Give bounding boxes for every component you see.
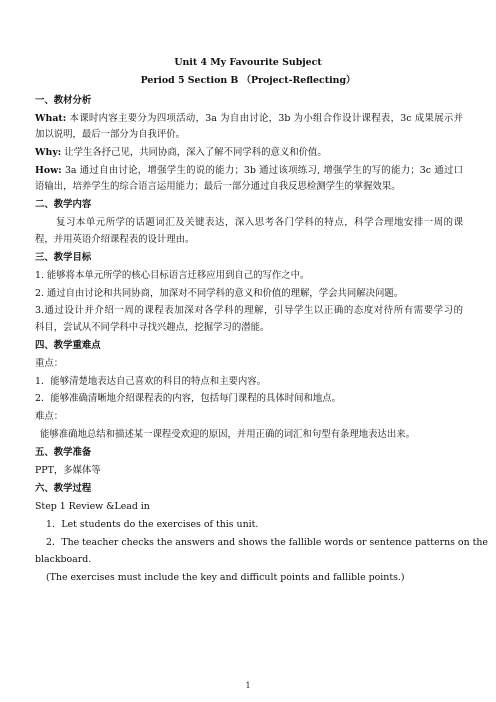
difficulty-label: 难点：: [35, 411, 64, 422]
section-heading-key-points: 四、教学重难点: [35, 340, 101, 351]
focus-item-1: 1．能够清楚地表达自己喜欢的科目的特点和主要内容。: [35, 376, 266, 387]
how-paragraph-line: [35, 165, 463, 177]
content-paragraph-line2: 程，并用英语介绍课程表的设计理由。: [35, 234, 195, 245]
step1-heading: Step 1 Review &Lead in: [35, 501, 150, 512]
step1-item-1: 1．Let students do the exercises of this unit.: [46, 519, 259, 530]
how-label: How:: [35, 165, 62, 176]
content-paragraph-line1: 复习本单元所学的话题词汇及关键表达，深入思考各门学科的特点，科学合理地安排一周的课: [56, 217, 463, 228]
focus-label: 重点：: [35, 358, 64, 369]
why-paragraph: [35, 147, 463, 159]
section-heading-objectives: 三、教学目标: [35, 252, 92, 263]
objective-item-1: 1. 能够将本单元所学的核心目标语言迁移应用到自己的写作之中。: [35, 270, 310, 281]
objective-item-3-line1: 3.通过设计并介绍一周的课程表加深对各学科的理解，引导学生以正确的态度对待所有需要学习的: [35, 305, 463, 316]
what-label: What:: [35, 113, 67, 124]
step1-item-2-line1: 2．The teacher checks the answers and shows the fallible words or sentence patterns on the: [46, 537, 488, 548]
how-paragraph-line2: 语输出，培养学生的综合语言运用能力；最后一部分通过自我反思检测学生的掌握效果。: [35, 181, 401, 192]
why-label: Why:: [35, 147, 62, 158]
what-text: 本课时内容主要分为四项活动，3a 为自由讨论，3b 为小组合作设计课程表，3c 成果展示并: [69, 113, 463, 124]
what-paragraph-line2: 加以说明，最后一部分为自我评价。: [35, 129, 186, 140]
objective-item-2: 2. 通过自由讨论和共同协商，加深对不同学科的意义和价值的理解，学会共同解决问题。: [35, 288, 404, 299]
section-heading-analysis: 一、教材分析: [35, 95, 92, 106]
page-number: 1: [245, 681, 251, 690]
difficulty-text: 能够准确地总结和描述某一课程受欢迎的原因，并用正确的词汇和句型有条理地表达出来。: [40, 429, 416, 440]
document-title: Unit 4 My Favourite Subject: [174, 57, 322, 68]
section-heading-preparation: 五、教学准备: [35, 447, 92, 458]
document-subtitle: Period 5 Section B （Project-Reflecting）: [140, 75, 356, 86]
preparation-text: PPT，多媒体等: [35, 465, 101, 476]
objective-item-3-line2: 科目，尝试从不同学科中寻找兴趣点，挖掘学习的潜能。: [35, 322, 270, 333]
step1-note: (The exercises must include the key and difficult points and fallible points.): [46, 572, 405, 583]
why-text: 让学生各抒己见，共同协商，深入了解不同学科的意义和价值。: [64, 147, 327, 158]
section-heading-content: 二、教学内容: [35, 199, 92, 210]
what-paragraph-line: [35, 113, 463, 125]
how-text: 3a 通过自由讨论，增强学生的说的能力；3b 通过该项练习, 增强学生的写的能力；3c 通过口: [64, 165, 463, 176]
step1-item-2-line2: blackboard.: [35, 554, 92, 565]
focus-item-2: 2．能够准确清晰地介绍课程表的内容，包括每门课程的具体时间和地点。: [35, 393, 341, 404]
section-heading-procedure: 六、教学过程: [35, 483, 92, 494]
